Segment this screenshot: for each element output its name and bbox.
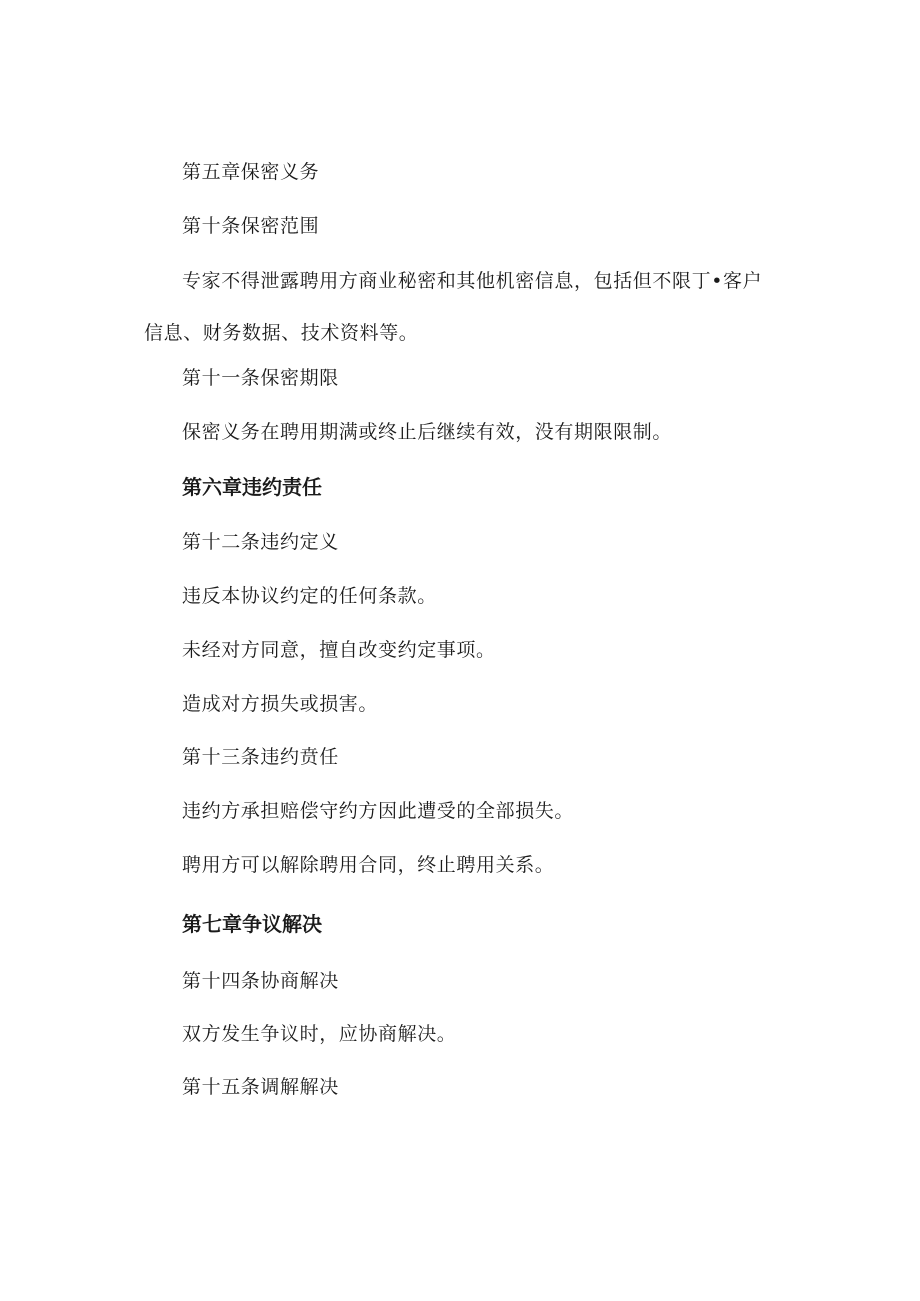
article-15-title: 第十五条调解解决 [182,1076,339,1098]
article-13-item-2: 聘用方可以解除聘用合同，终止聘用关系。 [182,854,555,876]
article-12-item-1: 违反本协议约定的任何条款。 [182,585,437,607]
article-10-title: 第十条保密范围 [182,215,320,237]
article-11-title: 第十一条保密期限 [182,367,339,389]
chapter-6-title: 第六章违约责任 [182,475,322,499]
article-14-title: 第十四条协商解决 [182,970,339,992]
article-13-title: 第十三条违约贲任 [182,746,339,768]
article-14-text: 双方发生争议时，应协商解决。 [182,1023,457,1045]
article-11-text: 保密义务在聘用期满或终止后继续有效，没有期限限制。 [182,421,673,443]
article-10-text: 专家不得泄露聘用方商业秘密和其他机密信息，包括但不限丁•客户信息、财务数据、技术资料等。 [144,270,763,344]
chapter-5-title: 第五章保密义务 [182,161,320,183]
article-13-item-1: 违约方承担赔偿守约方因此遭受的全部损失。 [182,800,575,822]
article-12-item-3: 造成对方损失或损害。 [182,693,379,715]
article-12-item-2: 未经对方同意，擅自改变约定事项。 [182,639,496,661]
article-12-title: 第十二条违约定义 [182,531,339,553]
chapter-7-title: 第七章争议解决 [182,912,322,936]
